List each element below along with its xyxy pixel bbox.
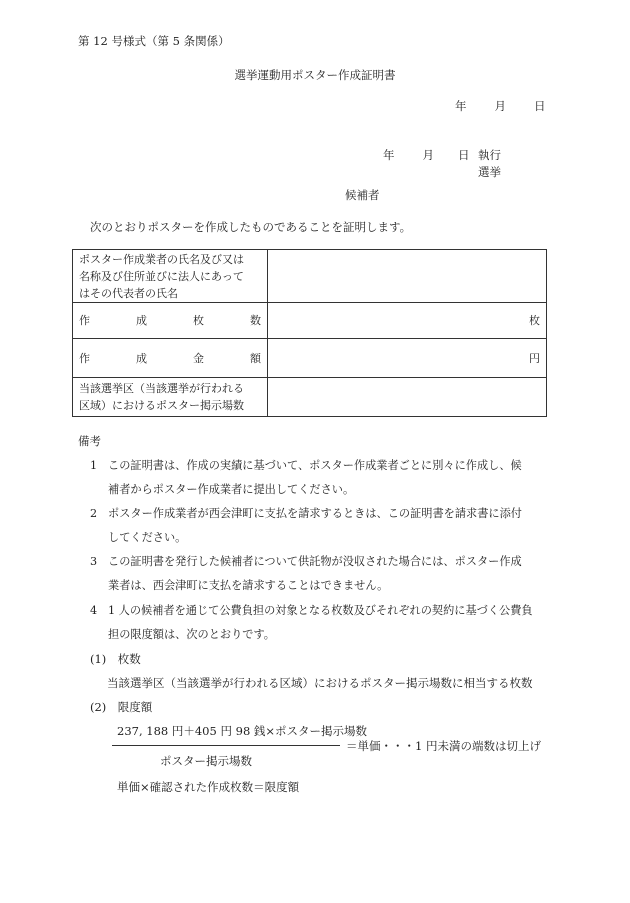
day-label: 日 xyxy=(534,99,546,113)
final-formula: 単価×確認された作成枚数＝限度額 xyxy=(117,780,300,794)
quantity-label-char: 作 xyxy=(79,314,90,327)
amount-label-char: 額 xyxy=(250,351,261,365)
amount-value-cell xyxy=(268,339,547,378)
form-number: 第 12 号様式（第 5 条関係） xyxy=(78,34,230,48)
quantity-label-char: 枚 xyxy=(193,314,204,327)
vendor-label-cell xyxy=(73,250,268,303)
vendor-label-line: ポスター作成業者の氏名及び又は xyxy=(79,252,244,266)
formula-result: ＝単価・・・1 円未満の端数は切上げ xyxy=(346,739,541,753)
sub-item-quantity: (1) 枚数 xyxy=(90,652,141,666)
quantity-unit: 枚 xyxy=(529,314,540,327)
exec-month-label: 月 xyxy=(422,148,434,162)
quantity-label-char: 数 xyxy=(250,314,261,327)
note-item-3 xyxy=(90,553,545,569)
note-number: 2 xyxy=(90,507,98,520)
note-item-4-cont: 担の限度額は、次のとおりです。 xyxy=(108,628,275,641)
note-text: この証明書は、作成の実績に基づいて、ポスター作成業者ごとに別々に作成し、候 xyxy=(108,459,522,472)
amount-unit: 円 xyxy=(529,351,540,365)
sub-item-quantity-text: 当該選挙区（当該選挙が行われる区域）におけるポスター掲示場数に相当する枚数 xyxy=(107,676,533,690)
formula-numerator: 237, 188 円＋405 円 98 銭×ポスター掲示場数 xyxy=(117,724,368,738)
note-item-3-cont: 業者は、西会津町に支払を請求することはできません。 xyxy=(108,579,389,592)
note-text: ポスター作成業者が西会津町に支払を請求するときは、この証明書を請求書に添付 xyxy=(108,507,522,520)
notes-heading: 備考 xyxy=(78,434,101,448)
note-text: この証明書を発行した候補者について供託物が没収された場合には、ポスター作成 xyxy=(108,555,522,568)
formula-denominator: ポスター掲示場数 xyxy=(160,754,252,768)
certificate-table xyxy=(72,249,547,417)
table-row xyxy=(73,339,547,378)
note-item-2 xyxy=(90,505,545,521)
board-count-label-cell xyxy=(73,378,268,417)
vendor-value-cell xyxy=(268,250,547,303)
note-number: 3 xyxy=(90,555,98,568)
note-text: 1 人の候補者を通じて公費負担の対象となる枚数及びそれぞれの契約に基づく公費負 xyxy=(108,604,533,617)
board-count-value-cell xyxy=(268,378,547,417)
candidate-label: 候補者 xyxy=(345,188,380,202)
amount-label-char: 成 xyxy=(136,351,147,365)
table-row xyxy=(73,378,547,417)
issue-date xyxy=(455,98,546,114)
note-item-1 xyxy=(90,457,545,473)
vendor-label-line: はその代表者の氏名 xyxy=(79,286,178,300)
exec-year-label: 年 xyxy=(383,148,395,162)
note-item-4 xyxy=(90,602,545,618)
note-number: 1 xyxy=(90,459,98,472)
board-count-label-line: 当該選挙区（当該選挙が行われる xyxy=(79,382,244,395)
execution-label: 執行 xyxy=(478,148,501,162)
month-label: 月 xyxy=(494,99,506,113)
exec-day-label: 日 xyxy=(458,148,470,162)
execution-date xyxy=(383,147,470,163)
document-title: 選挙運動用ポスター作成証明書 xyxy=(234,68,396,82)
intro-statement: 次のとおりポスターを作成したものであることを証明します。 xyxy=(90,220,412,234)
table-row xyxy=(73,303,547,339)
amount-label-char: 金 xyxy=(193,351,204,365)
year-label: 年 xyxy=(455,99,467,113)
formula-fraction-line xyxy=(112,745,340,746)
board-count-label-line: 区域）におけるポスター掲示場数 xyxy=(79,399,244,412)
vendor-label-line: 名称及び住所並びに法人にあって xyxy=(79,269,244,283)
election-label: 選挙 xyxy=(478,165,501,179)
amount-label-cell xyxy=(73,339,268,378)
sub-item-limit: (2) 限度額 xyxy=(90,700,153,714)
note-number: 4 xyxy=(90,604,98,617)
quantity-label-cell xyxy=(73,303,268,339)
note-item-2-cont: してください。 xyxy=(108,531,187,544)
table-row xyxy=(73,250,547,303)
quantity-value-cell xyxy=(268,303,547,339)
amount-label-char: 作 xyxy=(79,351,90,365)
quantity-label-char: 成 xyxy=(136,314,147,327)
note-item-1-cont: 補者からポスター作成業者に提出してください。 xyxy=(108,483,355,496)
